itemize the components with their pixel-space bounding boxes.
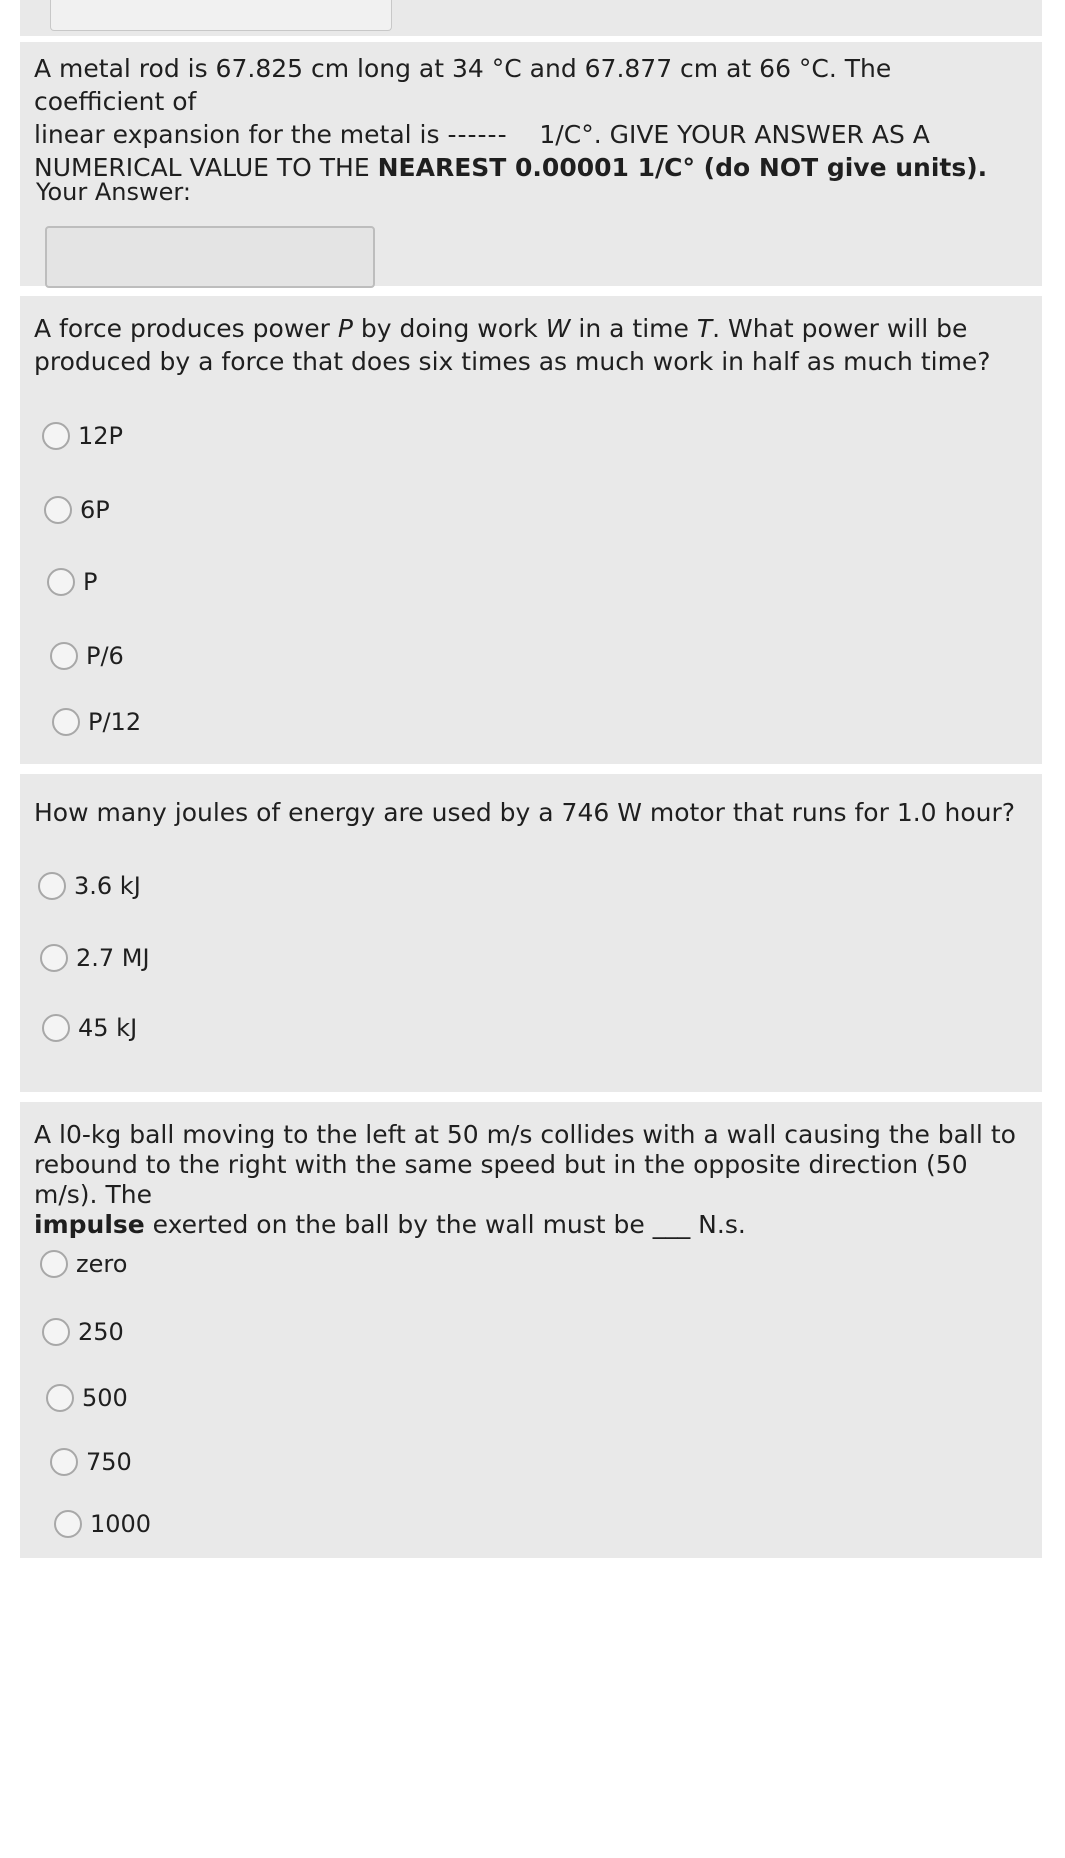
radio-button[interactable] [42, 422, 70, 450]
radio-button[interactable] [42, 1014, 70, 1042]
option-45-kj[interactable]: 45 kJ [42, 1014, 137, 1042]
question-4-card [20, 1102, 1042, 1558]
question-3-card [20, 774, 1042, 1092]
option-6p[interactable]: 6P [44, 496, 110, 524]
previous-question-strip [20, 0, 1042, 36]
radio-button[interactable] [44, 496, 72, 524]
question-2-text: A force produces power P by doing work W in a time T. What power will be produced by a force that does six times as much work in half as much time? [34, 314, 991, 376]
option-750[interactable]: 750 [50, 1448, 132, 1476]
option-12p[interactable]: 12P [42, 422, 123, 450]
radio-button[interactable] [54, 1510, 82, 1538]
option-p-over-12[interactable]: P/12 [52, 708, 141, 736]
radio-button[interactable] [40, 944, 68, 972]
question-1-text: A metal rod is 67.825 cm long at 34 °C and 67.877 cm at 66 °C. The coefficient of linear expansion for the metal is ------ 1/C°. GIVE YOUR ANSWER AS A NUMERICAL VALUE TO THE NEAREST 0.00001 1/C° (do NOT give units). [34, 54, 988, 182]
option-p-over-6[interactable]: P/6 [50, 642, 124, 670]
your-answer-label: Your Answer: [36, 178, 191, 206]
option-500[interactable]: 500 [46, 1384, 128, 1412]
radio-button[interactable] [38, 872, 66, 900]
previous-answer-field[interactable] [50, 0, 392, 31]
radio-button[interactable] [52, 708, 80, 736]
question-2-card [20, 296, 1042, 764]
radio-button[interactable] [47, 568, 75, 596]
option-zero[interactable]: zero [40, 1250, 127, 1278]
option-2-7-mj[interactable]: 2.7 MJ [40, 944, 150, 972]
question-1-card [20, 42, 1042, 286]
option-1000[interactable]: 1000 [54, 1510, 151, 1538]
radio-button[interactable] [46, 1384, 74, 1412]
question-4-text: A l0-kg ball moving to the left at 50 m/s collides with a wall causing the ball to rebound to the right with the same speed but in the opposite direction (50 m/s). The impulse exerted on the ball by the wall must be ___ N.s. [34, 1120, 1016, 1239]
radio-button[interactable] [50, 642, 78, 670]
option-3-6-kj[interactable]: 3.6 kJ [38, 872, 141, 900]
option-p[interactable]: P [47, 568, 97, 596]
radio-button[interactable] [42, 1318, 70, 1346]
question-3-text: How many joules of energy are used by a 746 W motor that runs for 1.0 hour? [34, 798, 1016, 827]
radio-button[interactable] [40, 1250, 68, 1278]
answer-input[interactable] [45, 226, 375, 288]
option-250[interactable]: 250 [42, 1318, 124, 1346]
radio-button[interactable] [50, 1448, 78, 1476]
